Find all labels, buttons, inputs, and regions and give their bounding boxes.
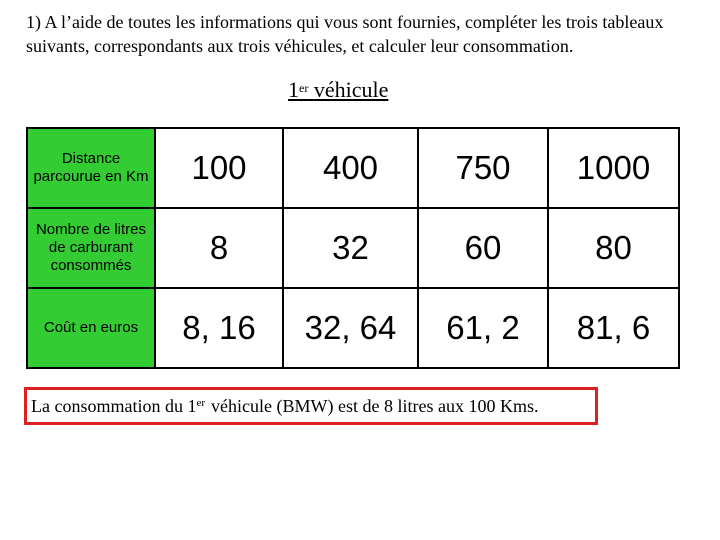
table-cell: 100 <box>156 129 284 207</box>
table-cell: 8 <box>156 209 284 287</box>
vehicle-title-number: 1 <box>288 77 299 102</box>
conclusion-text-end: véhicule (BMW) est de 8 litres aux 100 Kms. <box>211 395 539 416</box>
instruction-text: 1) A l’aide de toutes les informations qui vous sont fournies, compléter les trois tableaux suivants, correspondants aux trois véhicules, et calculer leur consommation. <box>26 12 664 56</box>
vehicle-title-word: véhicule <box>313 77 389 102</box>
row-header-distance: Distance parcourue en Km <box>28 129 156 207</box>
row-header-liters: Nombre de litres de carburant consommés <box>28 209 156 287</box>
table-row-liters <box>28 209 678 289</box>
vehicle-data-table <box>26 127 680 369</box>
table-cell: 750 <box>419 129 549 207</box>
table-cell: 32 <box>284 209 419 287</box>
conclusion-superscript: er <box>196 397 206 409</box>
conclusion-box <box>24 387 598 425</box>
table-row-distance <box>28 129 678 209</box>
table-cell: 400 <box>284 129 419 207</box>
table-cell: 80 <box>595 229 632 266</box>
conclusion-text-start: La consommation du 1 <box>31 395 197 416</box>
vehicle-title-superscript: er <box>299 81 309 95</box>
table-cell: 8, 16 <box>156 289 284 367</box>
vehicle-title <box>288 76 388 104</box>
row-header-cost: Coût en euros <box>28 289 156 367</box>
table-cell: 1000 <box>576 149 651 186</box>
table-cell: 61, 2 <box>419 289 549 367</box>
table-cell: 81, 6 <box>576 309 651 346</box>
table-row-cost <box>28 289 678 367</box>
table-cell: 32, 64 <box>284 289 419 367</box>
table-cell: 60 <box>419 209 549 287</box>
